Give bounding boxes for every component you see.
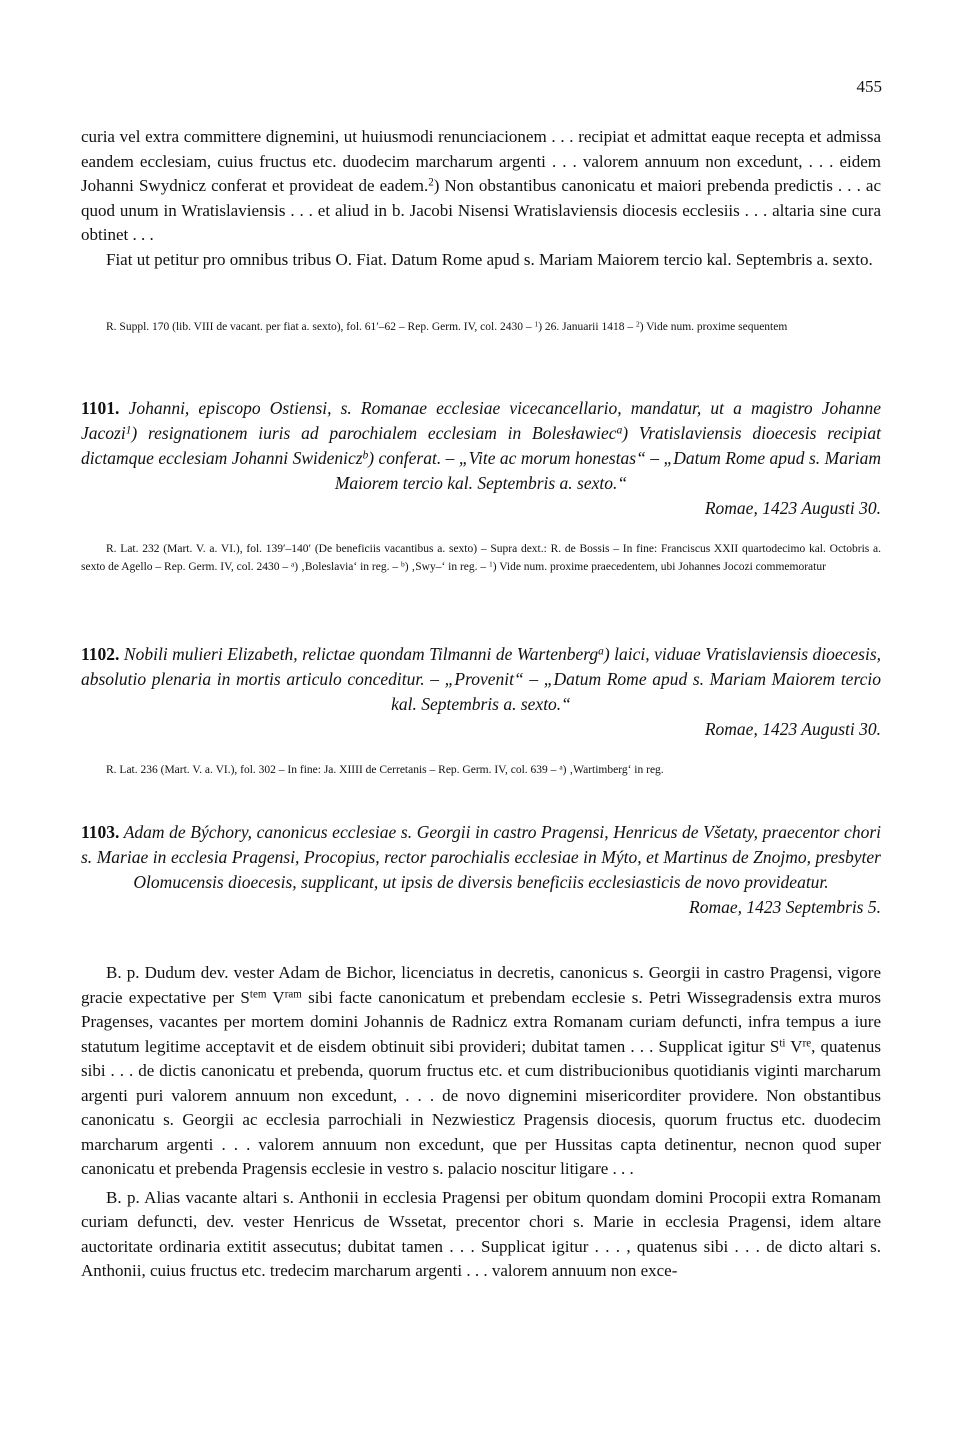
entry-number: 1101. [81, 398, 120, 418]
entry-number: 1103. [81, 822, 120, 842]
footnote-mark: 1 [534, 319, 539, 329]
body-text: , quatenus sibi . . . de dictis canonicatu et prebenda, quorum fructus etc. et cum distribucionibus quotidianis viginti marcharum argenti puri valorem annuum non excedunt, . . . de novo dignemini misericorditer providere. Non obstantibus canonicatu s. Georgii ac ecclesia parrochiali in Nezwiesticz Pragensis diocesis, quorum fructus etc. duodecim marcharum argenti . . . valorem annuum non excedunt, que per Hussitas capta detinentur, necnon quod super canonicatu et prebenda Pragensis ecclesie in vestro s. palacio noscitur litigare . . . [81, 1036, 881, 1178]
note-text: ) Vide num. proxime praecedentem, ubi Johannes Jocozi commemoratur [492, 560, 826, 573]
footnote-mark: 1 [489, 558, 493, 568]
footnote-mark: b [400, 558, 405, 568]
abbrev-sup: ti [779, 1036, 786, 1049]
entry-regest [81, 396, 881, 496]
intro-text: curia vel extra committere dignemini, ut huiusmodi renunciacionem . . . recipiat et admittat eaque recepta et admissa eandem ecclesiam, cuius fructus etc. duodecim marcharum argenti . . . valorem annuum non excedunt, . . . eidem Johanni Swydnicz conferat et provideat de eadem. [81, 127, 881, 195]
footnote-mark: a [290, 558, 295, 568]
regest-text: Johanni, episcopo Ostiensi, s. Romanae ecclesiae vicecancellario, mandatur, ut a magistro Johanne Jacozi [81, 398, 881, 443]
note-text: R. Suppl. 170 (lib. VIII de vacant. per fiat a. sexto), fol. 61′–62 – Rep. Germ. IV, col. 2430 – [106, 321, 535, 333]
note-text: ) ‚Boleslavia‘ in reg. – [294, 560, 401, 573]
entry-date: Romae, 1423 Augusti 30. [704, 719, 881, 739]
entry-1101 [81, 396, 881, 521]
regest-text: ) conferat. – „Vite ac morum honestas“ – „Datum Rome apud s. Mariam Maiorem tercio kal. Septembris a. sexto.“ [334, 448, 882, 493]
intro-note [81, 319, 881, 337]
entry-date: Romae, 1423 Septembris 5. [689, 897, 881, 917]
footnote-ref: 2 [428, 176, 434, 189]
entry-1103 [81, 820, 881, 920]
intro-section [81, 125, 881, 272]
abbrev-sup: tem [249, 987, 267, 1000]
footnote-mark: 2 [635, 319, 640, 329]
regest-text: ) laici, viduae Vratislaviensis dioecesis, absolutio plenaria in mortis articulo conceditur. – „Provenit“ – „Datum Rome apud s. Mariam Maiorem tercio kal. Septembris a. sexto.“ [81, 644, 882, 714]
footnote-mark: 1 [125, 424, 132, 437]
abbrev-sup: re [802, 1036, 812, 1049]
body-paragraph [81, 961, 881, 1182]
intro-text-tail: ) Non obstantibus canonicatu et maiori prebenda predictis . . . ac quod unum in Wratislaviensis . . . et aliud in b. Jacobi Nisensi Wratislaviensis diocesis ecclesiis . . . altaria sine cura obtinet . . . [81, 176, 881, 244]
note-text: ) 26. Januarii 1418 – [538, 321, 636, 333]
source-note [81, 541, 881, 576]
footnote-mark: a [616, 424, 623, 437]
note-text: ) Vide num. proxime sequentem [639, 321, 788, 333]
note-text: ) ‚Swy–‘ in reg. – [404, 560, 490, 573]
body-text: V [266, 987, 285, 1007]
intro-paragraph [81, 125, 881, 248]
body-text: V [785, 1036, 803, 1056]
fiat-paragraph: Fiat ut petitur pro omnibus tribus O. Fiat. Datum Rome apud s. Mariam Maiorem tercio kal. Septembris a. sexto. [106, 249, 873, 269]
regest-text: Nobili mulieri Elizabeth, relictae quondam Tilmanni de Wartenberg [123, 644, 599, 664]
entry-number: 1102. [81, 644, 120, 664]
body-text: B. p. Dudum dev. vester Adam de Bichor, licenciatus in decretis, canonicus s. Georgii in castro Pragensi, vigore gracie expectative per S [81, 963, 881, 1007]
footnote-mark: a [598, 645, 604, 658]
regest-text: ) resignationem iuris ad parochialem ecclesiam in Bolesławiec [131, 423, 617, 443]
entry-regest [81, 820, 881, 895]
body-text: sibi facte canonicatum et prebendam ecclesie s. Petri Wissegradensis extra muros Pragenses, vacantes per mortem domini Johannis de Radnicz extra Romanam curiam defuncti, infra tempus a iure statutum legitime acceptavit et de eisdem obtinuit sibi provideri; dubitat tamen . . . Supplicat igitur S [81, 987, 881, 1056]
abbrev-sup: ram [284, 987, 302, 1000]
source-note [81, 319, 881, 337]
entry-1103-body [81, 961, 881, 1284]
note-text: R. Lat. 232 (Mart. V. a. VI.), fol. 139′–140′ (De beneficiis vacantibus a. sexto) – Supra dext.: R. de Bossis – In fine: Franciscus XXII quartodecimo kal. Octobris a. sexto de Agello – Rep. Germ. IV, col. 2430 – [81, 543, 881, 573]
note-text: ) ‚Wartimberg‘ in reg. [562, 764, 664, 776]
entry-regest [81, 642, 881, 717]
regest-text: ) Vratislaviensis dioecesis recipiat dictamque ecclesiam Johanni Swidenicz [81, 423, 882, 468]
page-number: 455 [856, 77, 882, 96]
entry-1102 [81, 642, 881, 742]
source-note [81, 762, 881, 780]
entry-1101-note [81, 541, 881, 576]
body-paragraph: B. p. Alias vacante altari s. Anthonii in ecclesia Pragensi per obitum quondam domini Procopii extra Romanam curiam defuncti, dev. vester Henricus de Wssetat, precentor chori s. Marie in ecclesia Pragensi, idem altare auctoritate ordinaria extitit assecutus; dubitat tamen . . . Supplicat igitur . . . , quatenus sibi . . . de dicto altari s. Anthonii, cuius fructus etc. tredecim marcharum argenti . . . valorem annuum non exce- [81, 1187, 881, 1280]
regest-text: Adam de Býchory, canonicus ecclesiae s. Georgii in castro Pragensi, Henricus de Všetaty, praecentor chori s. Mariae in ecclesia Pragensi, Procopius, rector parochialis ecclesiae in Mýto, et Martinus de Znojmo, presbyter Olomucensis dioecesis, supplicant, ut ipsis de diversis beneficiis ecclesiasticis de novo provideatur. [81, 822, 881, 892]
entry-1102-note [81, 762, 881, 780]
entry-date: Romae, 1423 Augusti 30. [704, 498, 881, 518]
footnote-mark: a [559, 762, 563, 772]
footnote-mark: b [362, 449, 369, 462]
note-text: R. Lat. 236 (Mart. V. a. VI.), fol. 302 – In fine: Ja. XIIII de Cerretanis – Rep. Germ. IV, col. 639 – [106, 764, 560, 776]
